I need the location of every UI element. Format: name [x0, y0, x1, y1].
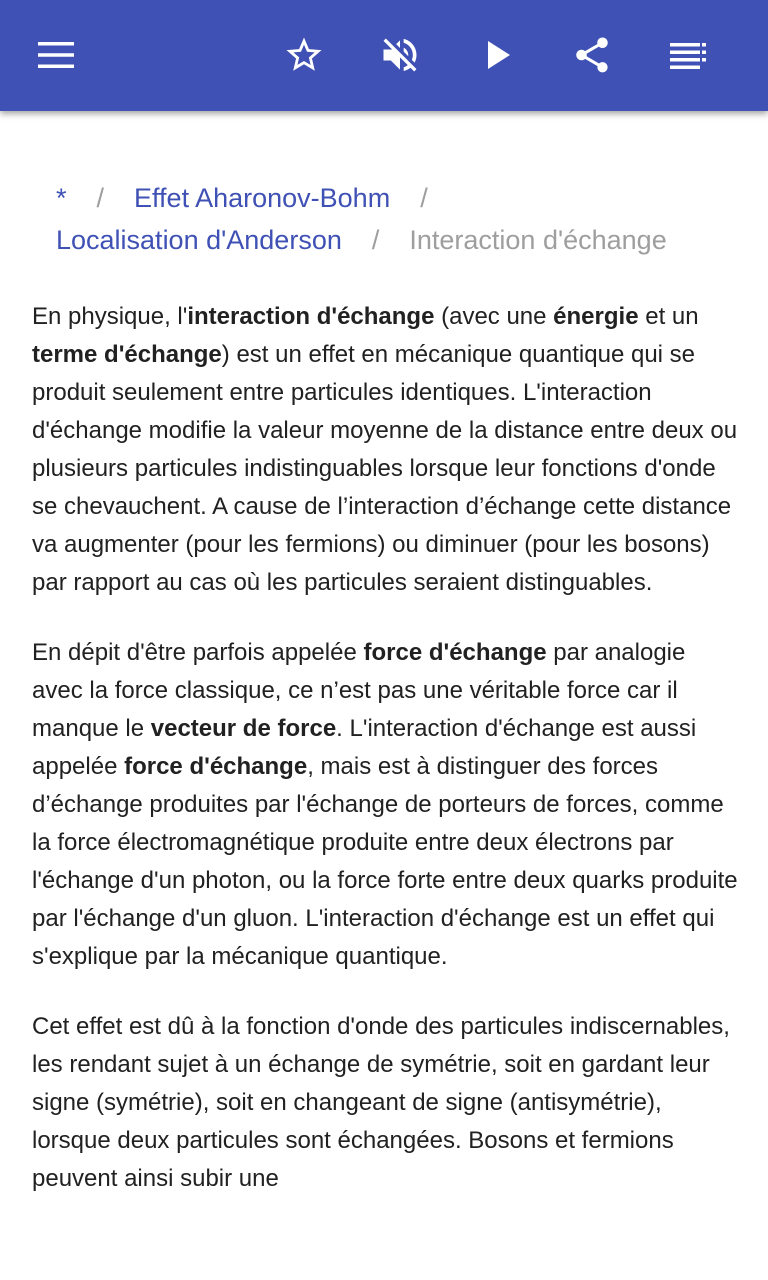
breadcrumb-item-aharonov-bohm[interactable]: Effet Aharonov-Bohm	[134, 183, 391, 213]
menu-button[interactable]	[28, 27, 84, 83]
play-icon	[483, 39, 513, 71]
app-toolbar	[0, 0, 768, 111]
article-body	[32, 298, 742, 1230]
breadcrumb-item-anderson[interactable]: Localisation d'Anderson	[56, 225, 342, 255]
breadcrumb-item-root[interactable]: *	[56, 183, 67, 213]
breadcrumb-separator: /	[371, 225, 380, 255]
term-bold: interaction d'échange	[187, 303, 435, 330]
paragraph-3: Cet effet est dû à la fonction d'onde des particules indiscernables, les rendant sujet à un échange de symétrie, soit en gardant leur signe (symétrie), soit en changeant de signe (antisymétrie), lorsque deux particules sont échangées. Bosons et fermions peuvent ainsi subir une	[32, 1013, 730, 1192]
term-bold: force d'échange	[363, 639, 547, 666]
article-content	[0, 111, 768, 1280]
breadcrumb-separator: /	[96, 183, 105, 213]
volume-off-icon	[378, 33, 422, 77]
paragraph-2: En dépit d'être parfois appelée force d'échange par analogie avec la force classique, ce n’est pas une véritable force car il manque le vecteur de force. L'interaction d'échange est aussi appelée force d'échange, mais est à distinguer des forces d’échange produites par l'échange de porteurs de forces, comme la force électromagnétique produite entre deux électrons par l'échange d'un photon, ou la force forte entre deux quarks produite par l'échange d'un gluon. L'interaction d'échange est un effet qui s'explique par la mécanique quantique.	[32, 639, 738, 970]
mute-button[interactable]	[372, 27, 428, 83]
term-bold: vecteur de force	[150, 715, 337, 742]
term-bold: terme d'échange	[32, 341, 222, 368]
hamburger-icon	[36, 41, 76, 69]
favorite-button[interactable]	[276, 27, 332, 83]
contents-button[interactable]	[660, 27, 716, 83]
breadcrumb-current: Interaction d'échange	[409, 225, 667, 255]
star-outline-icon	[283, 34, 325, 76]
play-button[interactable]	[470, 27, 526, 83]
paragraph-1: En physique, l'interaction d'échange (avec une énergie et un terme d'échange) est un effet en mécanique quantique qui se produit seulement entre particules identiques. L'interaction d'échange modifie la valeur moyenne de la distance entre deux ou plusieurs particules indistinguables lorsque leur fonctions d'onde se chevauchent. A cause de l’interaction d’échange cette distance va augmenter (pour les fermions) ou diminuer (pour les bosons) par rapport au cas où les particules seraient distinguables.	[32, 303, 738, 596]
share-icon	[571, 34, 613, 76]
term-bold: énergie	[553, 303, 639, 330]
breadcrumb	[56, 177, 736, 261]
term-bold: force d'échange	[124, 753, 308, 780]
breadcrumb-separator: /	[420, 183, 428, 213]
share-button[interactable]	[564, 27, 620, 83]
list-icon	[668, 41, 708, 69]
